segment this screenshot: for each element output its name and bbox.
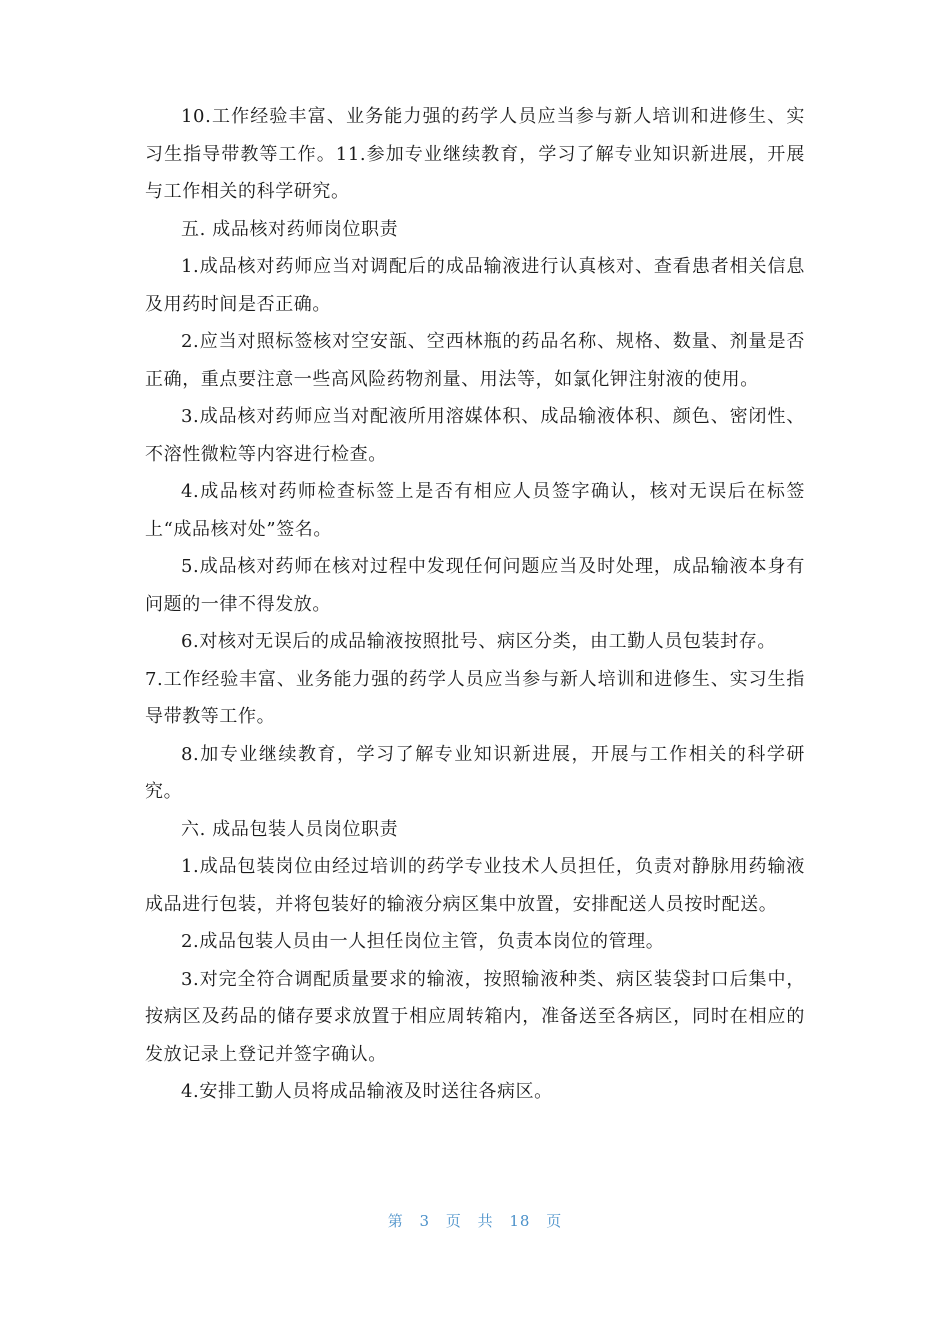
paragraph-5-6: 6.对核对无误后的成品输液按照批号、病区分类，由工勤人员包装封存。	[181, 631, 776, 652]
paragraph-5-8: 8.加专业继续教育，学习了解专业知识新进展，开展与工作相关的科学研究。	[145, 743, 805, 802]
paragraph-5-3: 3.成品核对药师应当对配液所用溶媒体积、成品输液体积、颜色、密闭性、不溶性微粒等内容进行检查。	[145, 406, 805, 465]
paragraph-6-4: 4.安排工勤人员将成品输液及时送往各病区。	[181, 1081, 553, 1102]
paragraph-5-2: 2.应当对照标签核对空安瓿、空西林瓶的药品名称、规格、数量、剂量是否正确，重点要注意一些高风险药物剂量、用法等，如氯化钾注射液的使用。	[145, 331, 805, 390]
section-heading-5: 五. 成品核对药师岗位职责	[181, 218, 399, 240]
paragraph-item-10: 10.工作经验丰富、业务能力强的药学人员应当参与新人培训和进修生、实习生指导带教等工作。11.参加专业继续教育，学习了解专业知识新进展，开展与工作相关的科学研究。	[145, 106, 805, 202]
paragraph-5-4: 4.成品核对药师检查标签上是否有相应人员签字确认，核对无误后在标签上“成品核对处”签名。	[145, 481, 805, 540]
paragraph-5-7: 7.工作经验丰富、业务能力强的药学人员应当参与新人培训和进修生、实习生指导带教等工作。	[145, 668, 805, 727]
paragraph-6-1: 1.成品包装岗位由经过培训的药学专业技术人员担任，负责对静脉用药输液成品进行包装，并将包装好的输液分病区集中放置，安排配送人员按时配送。	[145, 856, 805, 915]
document-body	[145, 98, 805, 1111]
paragraph-5-5: 5.成品核对药师在核对过程中发现任何问题应当及时处理，成品输液本身有问题的一律不得发放。	[145, 556, 805, 615]
paragraph-6-3: 3.对完全符合调配质量要求的输液，按照输液种类、病区装袋封口后集中，按病区及药品的储存要求放置于相应周转箱内，准备送至各病区，同时在相应的发放记录上登记并签字确认。	[145, 968, 805, 1065]
section-heading-6: 六. 成品包装人员岗位职责	[181, 818, 399, 840]
paragraph-5-1: 1.成品核对药师应当对调配后的成品输液进行认真核对、查看患者相关信息及用药时间是否正确。	[145, 256, 805, 315]
page-number-footer: 第 3 页 共 18 页	[387, 1212, 563, 1230]
paragraph-6-2: 2.成品包装人员由一人担任岗位主管，负责本岗位的管理。	[181, 931, 665, 952]
